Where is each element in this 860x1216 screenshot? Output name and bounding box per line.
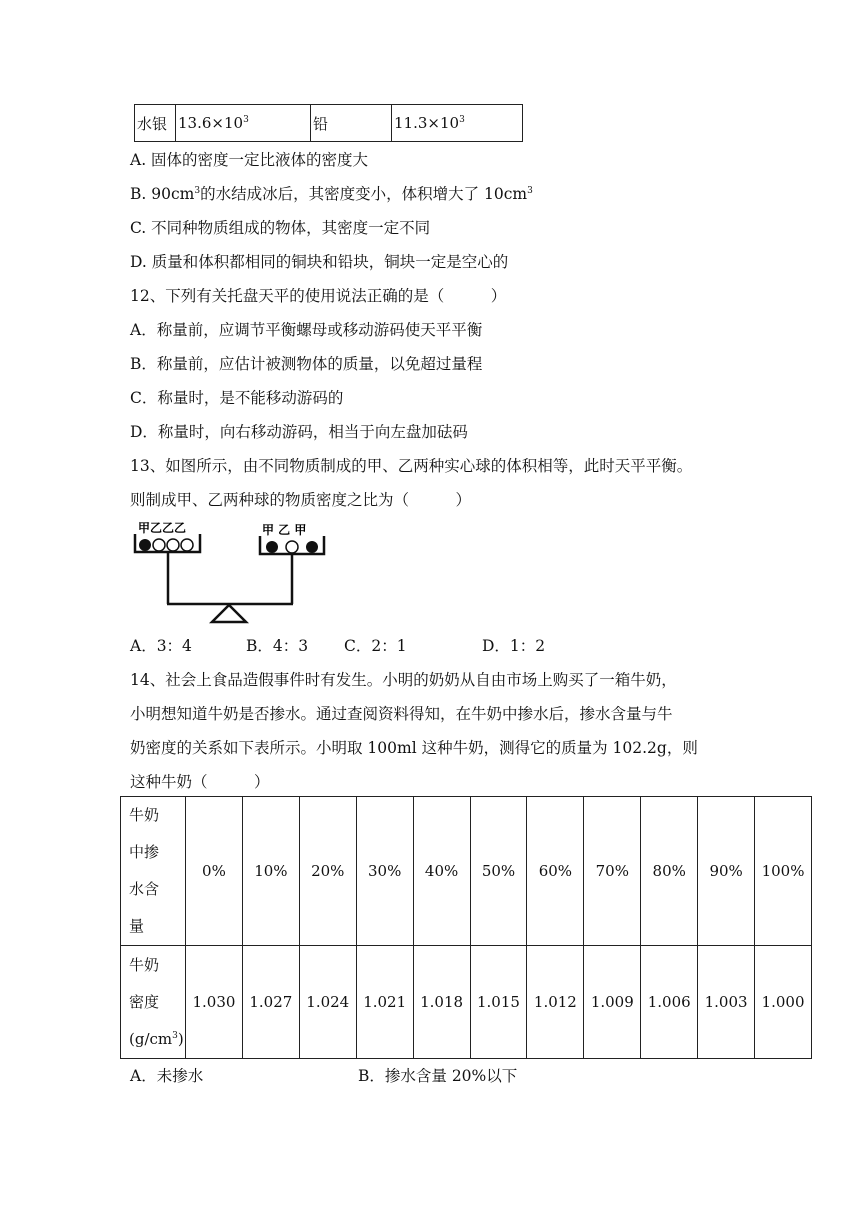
row-header-water-content: 牛奶 中掺 水含 量: [121, 797, 186, 946]
q11-option-d: D. 质量和体积都相同的铜块和铅块，铜块一定是空心的: [130, 253, 509, 271]
table-cell: 1.015: [470, 946, 527, 1059]
table-cell: 40%: [413, 797, 470, 946]
table-cell: 1.012: [527, 946, 584, 1059]
table-cell: $11.3\times 10^3$: [392, 105, 523, 142]
table-row: [121, 946, 812, 1059]
q12-stem: 12、下列有关托盘天平的使用说法正确的是（ ）: [130, 287, 507, 305]
table-cell: 1.006: [641, 946, 698, 1059]
q13-stem-line2: 则制成甲、乙两种球的物质密度之比为（ ）: [130, 491, 472, 509]
ball-jia: [306, 541, 318, 553]
ball-jia: [266, 541, 278, 553]
table-row: [121, 797, 812, 946]
balance-figure: [132, 518, 332, 628]
table-cell: 水银: [135, 105, 176, 142]
table-cell: 1.000: [755, 946, 812, 1059]
fulcrum: [212, 605, 246, 622]
table-cell: 1.027: [242, 946, 299, 1059]
table-cell: 80%: [641, 797, 698, 946]
ball-jia: [139, 539, 151, 551]
q13-option-c: C．2：1: [344, 637, 407, 655]
q14-option-a: A．未掺水: [130, 1067, 204, 1085]
table-cell: 0%: [186, 797, 243, 946]
table-cell: 30%: [356, 797, 413, 946]
q12-option-d: D．称量时，向右移动游码，相当于向左盘加砝码: [130, 423, 468, 441]
table-cell: 1.018: [413, 946, 470, 1059]
q11-option-c: C. 不同种物质组成的物体，其密度一定不同: [130, 219, 431, 237]
table-row: [135, 105, 523, 142]
left-pan-label: 甲乙乙乙: [138, 521, 187, 535]
table-cell: 70%: [584, 797, 641, 946]
q12-option-c: C．称量时，是不能移动游码的: [130, 389, 344, 407]
table-cell: 20%: [299, 797, 356, 946]
q12-option-b: B．称量前，应估计被测物体的质量，以免超过量程: [130, 355, 483, 373]
q13-option-a: A．3：4: [130, 637, 192, 655]
milk-density-table: [120, 796, 812, 1059]
table-cell: 1.003: [698, 946, 755, 1059]
q14-stem-line2: 小明想知道牛奶是否掺水。通过查阅资料得知，在牛奶中掺水后，掺水含量与牛: [130, 705, 673, 723]
q14-stem-line3: 奶密度的关系如下表所示。小明取 100ml 这种牛奶，测得它的质量为 102.2g，则: [130, 739, 698, 757]
row-header-milk-density: 牛奶 密度 $(g/cm^3)$: [121, 946, 186, 1059]
q12-option-a: A．称量前，应调节平衡螺母或移动游码使天平平衡: [130, 321, 483, 339]
table-cell: 1.030: [186, 946, 243, 1059]
right-pan-label: 甲 乙 甲: [262, 523, 307, 537]
ball-yi: [181, 539, 193, 551]
q13-stem-line1: 13、如图所示，由不同物质制成的甲、乙两种实心球的体积相等，此时天平平衡。: [130, 457, 693, 475]
q14-stem-line1: 14、社会上食品造假事件时有发生。小明的奶奶从自由市场上购买了一箱牛奶，: [130, 671, 677, 689]
density-table-fragment: [134, 104, 523, 142]
ball-yi: [286, 541, 298, 553]
ball-yi: [153, 539, 165, 551]
table-cell: 50%: [470, 797, 527, 946]
q13-option-d: D．1：2: [482, 637, 546, 655]
q13-option-b: B．4：3: [246, 637, 309, 655]
table-cell: 1.009: [584, 946, 641, 1059]
ball-yi: [167, 539, 179, 551]
table-cell: 1.021: [356, 946, 413, 1059]
table-cell: 100%: [755, 797, 812, 946]
table-cell: 铅: [311, 105, 392, 142]
q11-option-a: A. 固体的密度一定比液体的密度大: [130, 151, 369, 169]
table-cell: $13.6\times 10^3$: [176, 105, 311, 142]
table-cell: 10%: [242, 797, 299, 946]
table-cell: 1.024: [299, 946, 356, 1059]
table-cell: 90%: [698, 797, 755, 946]
q14-stem-line4: 这种牛奶（ ）: [130, 773, 270, 791]
table-cell: 60%: [527, 797, 584, 946]
q11-option-b: B. $90cm^3$的水结成冰后，其密度变小，体积增大了 $10cm^3$: [130, 185, 533, 203]
q14-option-b: B．掺水含量 20%以下: [358, 1067, 518, 1085]
